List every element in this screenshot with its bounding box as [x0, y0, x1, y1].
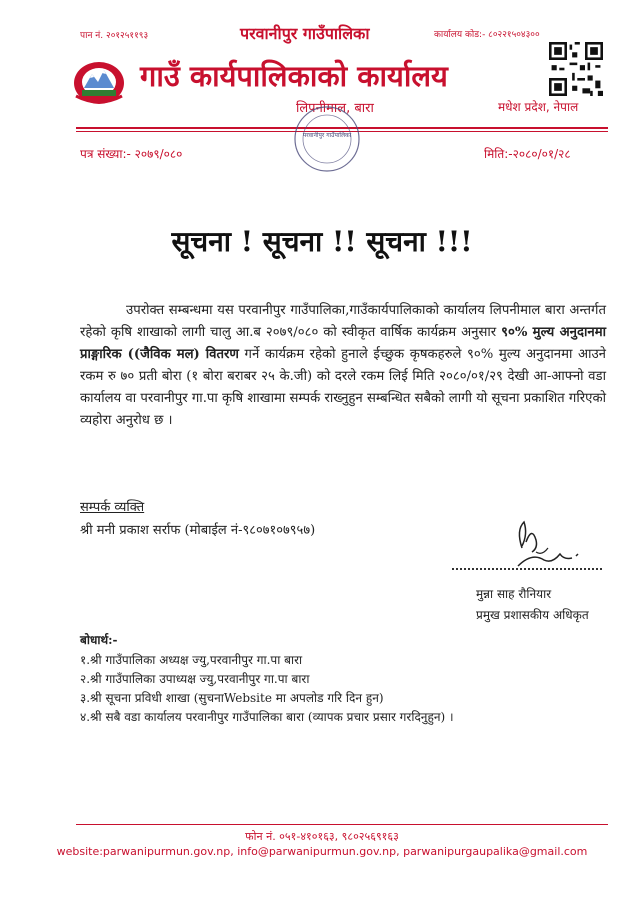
letter-number: पत्र संख्या:- २०७९/०८०: [80, 147, 183, 161]
contact-heading: सम्पर्क व्यक्ति: [80, 500, 145, 515]
notice-body: [80, 300, 606, 432]
nepal-emblem-logo: [72, 56, 126, 106]
seal-text: परवानीपुर गाउँपालिका: [302, 132, 352, 139]
cc-item: ३.श्री सूचना प्रविधी शाखा (सुचनाWebsite मा अपलोड गरि दिन हुन): [80, 691, 384, 705]
cc-item: ४.श्री सबै वडा कार्यालय परवानीपुर गाउँपालिका बारा (व्यापक प्रचार प्रसार गरदिनुहुन) ।: [80, 710, 454, 724]
office-title: गाउँ कार्यपालिकाको कार्यालय: [140, 59, 448, 93]
footer-divider: [76, 824, 608, 825]
cc-heading: बोधार्थ:-: [80, 633, 118, 647]
body-text-bold: ९०% मुल्य अनुदानमा प्राङ्गारिक ((जैविक मल) वितरण: [80, 325, 606, 362]
qr-code: [549, 42, 603, 96]
footer-website: website:parwanipurmun.gov.np, info@parwanipurmun.gov.np, parwanipurgaupalika@gmail.com: [56, 845, 588, 858]
signatory-name: मुन्ना साह रौनियार: [476, 587, 552, 601]
office-address: लिपनीमाल, बारा: [296, 101, 374, 116]
letter-date: मिति:-२०८०/०१/२८: [484, 147, 571, 161]
footer-phone: फोन नं. ०५१-४१०१६३, ९८०२५६९१६३: [245, 830, 399, 843]
pan-number: पान नं. २०१२५११९३: [80, 31, 149, 41]
notice-title: सूचना ! सूचना !! सूचना !!!: [171, 225, 473, 258]
contact-person: श्री मनी प्रकाश सर्राफ (मोबाईल नं-९८०७१०७९५७): [80, 523, 316, 538]
cc-item: २.श्री गाउँपालिका उपाध्यक्ष ज्यु,परवानीपुर गा.पा बारा: [80, 672, 310, 686]
office-seal-stamp: [292, 104, 362, 174]
body-text-part1: उपरोक्त सम्बन्धमा यस परवानीपुर गाउँपालिका,गाउँकार्यपालिकाको कार्यालय लिपनीमाल बारा अन्तर्गत रहेको कृषि शाखाको लागी चालु आ.ब २०७९/०८० को स्वीकृत वार्षिक कार्यक्रम अनुसार: [80, 303, 606, 340]
office-code: कार्यालय कोड:- ८०२२१५०४३००: [434, 30, 540, 40]
signature-line: [452, 568, 602, 570]
cc-item: १.श्री गाउँपालिका अध्यक्ष ज्यु,परवानीपुर गा.पा बारा: [80, 653, 303, 667]
province: मधेश प्रदेश, नेपाल: [498, 100, 579, 114]
municipality-name: परवानीपुर गाउँपालिका: [240, 24, 370, 43]
signatory-title: प्रमुख प्रशासकीय अधिकृत: [476, 608, 589, 622]
body-text-part2: गर्ने कार्यक्रम रहेको हुनाले ईच्छुक कृषकहरुले ९०% मुल्य अनुदानमा आउने रकम रु ७० प्रती बोरा (१ बोरा बराबर २५ के.जी) को दरले रकम लिई मिति २०८०/०१/२९ देखी आ-आफ्नो वडा कार्यालय वा परवानीपुर गा.पा कृषि शाखामा सम्पर्क राख्नुहुन सम्बन्धित सबैको लागी यो सूचना प्रकाशित गरिएको व्यहोरा अनुरोध छ ।: [80, 347, 606, 428]
